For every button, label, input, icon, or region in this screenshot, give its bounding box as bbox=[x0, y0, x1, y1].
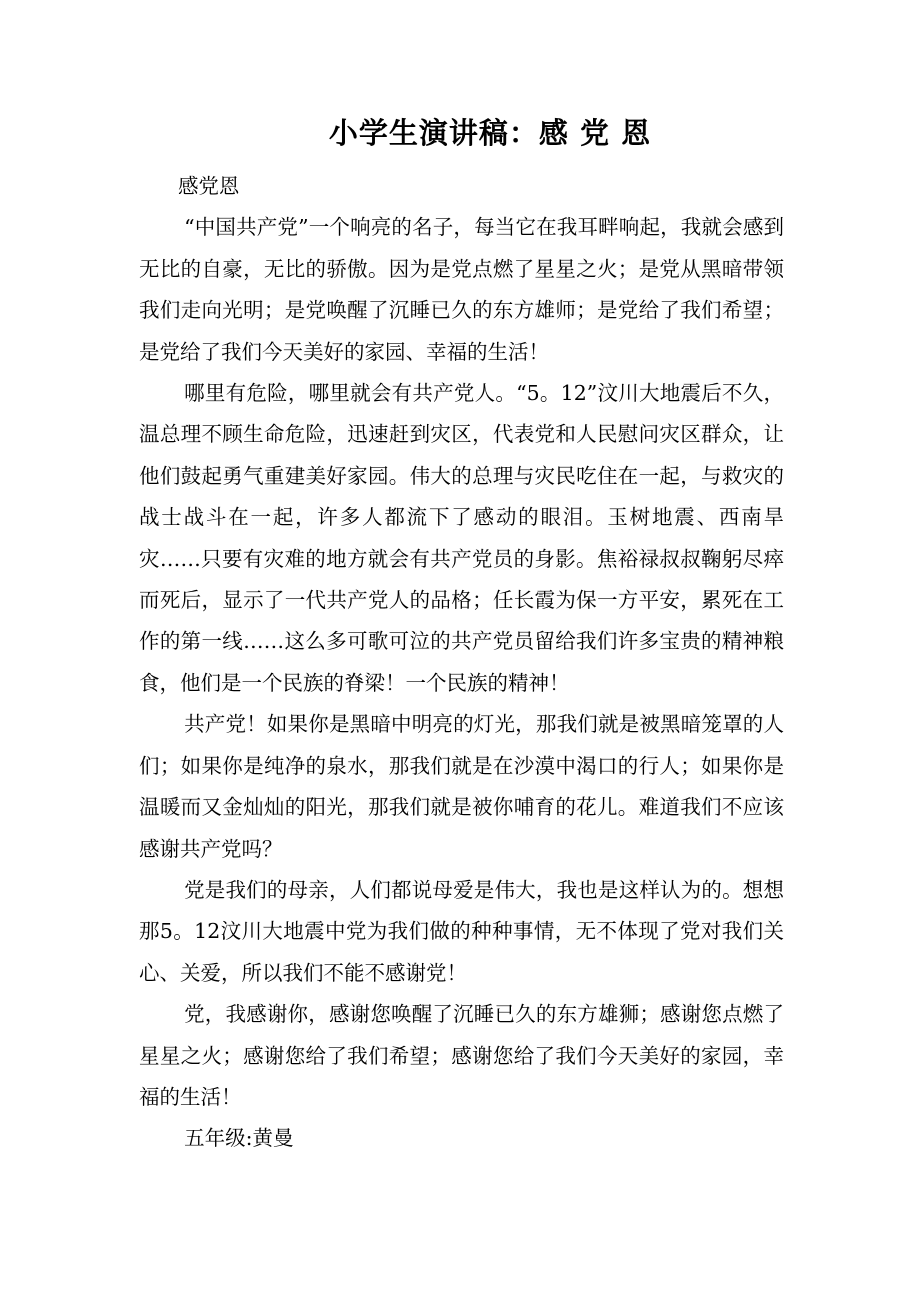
paragraph-2: 哪里有危险，哪里就会有共产党人。“5。12”汶川大地震后不久，温总理不顾生命危险，迅速赶到灾区，代表党和人民慰问灾区群众，让他们鼓起勇气重建美好家园。伟大的总理与灾民吃住在一起，与救灾的战士战斗在一起，许多人都流下了感动的眼泪。玉树地震、西南旱灾……只要有灾难的地方就会有共产党员的身影。焦裕禄叔叔鞠躬尽瘁而死后，显示了一代共产党人的品格；任长霞为保一方平安，累死在工作的第一线……这么多可歌可泣的共产党员留给我们许多宝贵的精神粮食，他们是一个民族的脊梁！一个民族的精神！ bbox=[139, 381, 784, 695]
paragraph-3: 共产党！如果你是黑暗中明亮的灯光，那我们就是被黑暗笼罩的人们；如果你是纯净的泉水，那我们就是在沙漠中渴口的行人；如果你是温暖而又金灿灿的阳光，那我们就是被你哺育的花儿。难道我们不应该感谢共产党吗？ bbox=[139, 712, 784, 861]
author-signature: 五年级:黄曼 bbox=[184, 1126, 294, 1151]
paragraph-5: 党，我感谢你，感谢您唤醒了沉睡已久的东方雄狮；感谢您点燃了星星之火；感谢您给了我们希望；感谢您给了我们今天美好的家园，幸福的生活！ bbox=[139, 1002, 784, 1109]
document-body bbox=[139, 166, 784, 1160]
paragraph-4: 党是我们的母亲，人们都说母爱是伟大，我也是这样认为的。想想那5。12汶川大地震中党为我们做的种种事情，无不体现了党对我们关心、关爱，所以我们不能不感谢党！ bbox=[139, 877, 784, 985]
paragraph-1: “中国共产党”一个响亮的名子，每当它在我耳畔响起，我就会感到无比的自豪，无比的骄傲。因为是党点燃了星星之火；是党从黑暗带领我们走向光明；是党唤醒了沉睡已久的东方雄师；是党给了我们希望；是党给了我们今天美好的家园、幸福的生活！ bbox=[139, 215, 784, 364]
document-title: 小学生演讲稿：感 党 恩 bbox=[328, 116, 652, 150]
document-subtitle: 感党恩 bbox=[177, 174, 240, 198]
